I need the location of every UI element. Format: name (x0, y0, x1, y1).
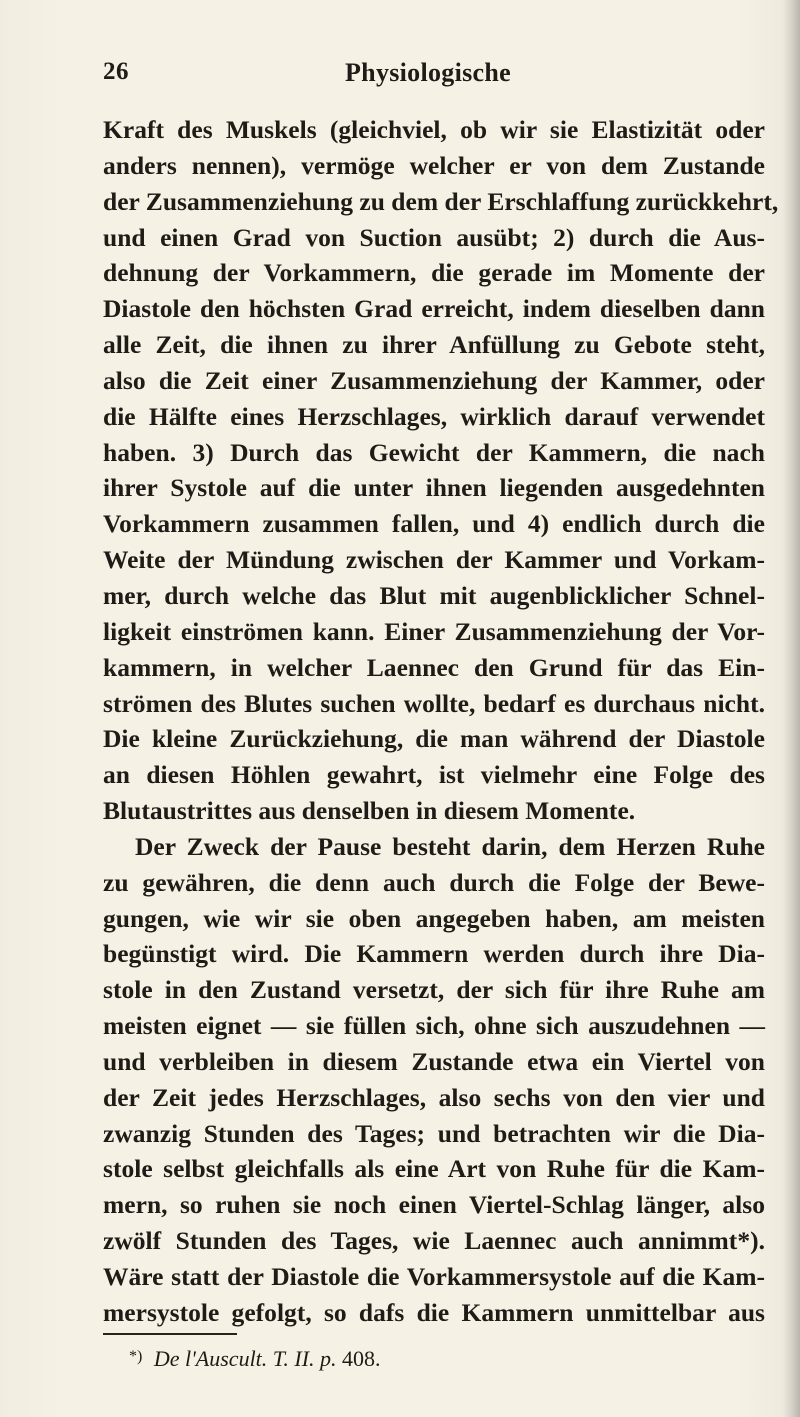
running-title: Physiologische (345, 58, 511, 87)
text-line: meisten eignet — sie füllen sich, ohne sich auszudehnen — (103, 1011, 765, 1041)
text-line: strömen des Blutes suchen wollte, bedarf es durchaus nicht. (103, 688, 765, 718)
text-line: begünstigt wird. Die Kammern werden durch ihre Dia- (103, 939, 765, 969)
text-line: anders nennen), vermöge welcher er von dem Zustande (103, 150, 765, 180)
text-line: stole in den Zustand versetzt, der sich für ihre Ruhe am (103, 975, 765, 1005)
text-line: mersystole gefolgt, so dafs die Kammern unmittelbar aus (103, 1297, 765, 1327)
text-line: Die kleine Zurückziehung, die man während der Diastole (103, 724, 765, 754)
text-line: Wäre statt der Diastole die Vorkammersystole auf die Kam- (103, 1262, 765, 1291)
text-line: an diesen Höhlen gewahrt, ist vielmehr eine Folge des (103, 760, 765, 790)
footnote-marker: *) (129, 1348, 143, 1365)
text-line: Diastole den höchsten Grad erreicht, indem dieselben dann (103, 294, 765, 324)
text-line: also die Zeit einer Zusammenziehung der Kammer, oder (103, 365, 765, 395)
text-line: Blutaustrittes aus denselben in diesem Momente. (103, 796, 636, 826)
page-edge-shadow (782, 0, 800, 1417)
text-line: haben. 3) Durch das Gewicht der Kammern, die nach (103, 437, 765, 467)
text-line: und verbleiben in diesem Zustande etwa ein Viertel von (103, 1046, 765, 1076)
footnote (129, 1346, 381, 1372)
text-line: dehnung der Vorkammern, die gerade im Momente der (103, 258, 765, 288)
footnote-title: De l'Auscult. T. II. p. (153, 1346, 337, 1371)
text-line: gungen, wie wir sie oben angegeben haben, am meisten (103, 903, 765, 933)
text-line: stole selbst gleichfalls als eine Art von Ruhe für die Kam- (103, 1154, 765, 1184)
text-line: und einen Grad von Suction ausübt; 2) durch die Aus- (103, 222, 765, 252)
text-line: Kraft des Muskels (gleichviel, ob wir sie Elastizität oder (103, 115, 765, 144)
text-line: ihrer Systole auf die unter ihnen liegenden ausgedehnten (103, 473, 765, 503)
text-line: zu gewähren, die denn auch durch die Folge der Bewe- (103, 867, 765, 897)
text-line: zwanzig Stunden des Tages; und betrachten wir die Dia- (103, 1118, 765, 1148)
text-line: ligkeit einströmen kann. Einer Zusammenziehung der Vor- (103, 616, 765, 646)
page-number: 26 (103, 58, 129, 85)
page-header (103, 58, 763, 94)
footnote-page: 408. (342, 1346, 381, 1371)
text-line: mer, durch welche das Blut mit augenblicklicher Schnel- (103, 580, 765, 610)
text-line: Weite der Mündung zwischen der Kammer und Vorkam- (103, 545, 765, 575)
text-line: Der Zweck der Pause besteht darin, dem Herzen Ruhe (135, 831, 765, 861)
main-text (103, 112, 779, 1331)
text-line: der Zusammenziehung zu dem der Erschlaffung zurückkehrt, (103, 186, 779, 216)
text-line: der Zeit jedes Herzschlages, also sechs von den vier und (103, 1082, 765, 1112)
text-line: mern, so ruhen sie noch einen Viertel-Schlag länger, also (103, 1190, 765, 1220)
text-line: die Hälfte eines Herzschlages, wirklich darauf verwendet (103, 401, 765, 431)
text-line: kammern, in welcher Laennec den Grund für das Ein- (103, 652, 765, 682)
footnote-rule (103, 1333, 237, 1335)
text-line: alle Zeit, die ihnen zu ihrer Anfüllung zu Gebote steht, (103, 330, 765, 360)
text-line: Vorkammern zusammen fallen, und 4) endlich durch die (103, 509, 765, 539)
text-line: zwölf Stunden des Tages, wie Laennec auch annimmt*). (103, 1226, 765, 1256)
